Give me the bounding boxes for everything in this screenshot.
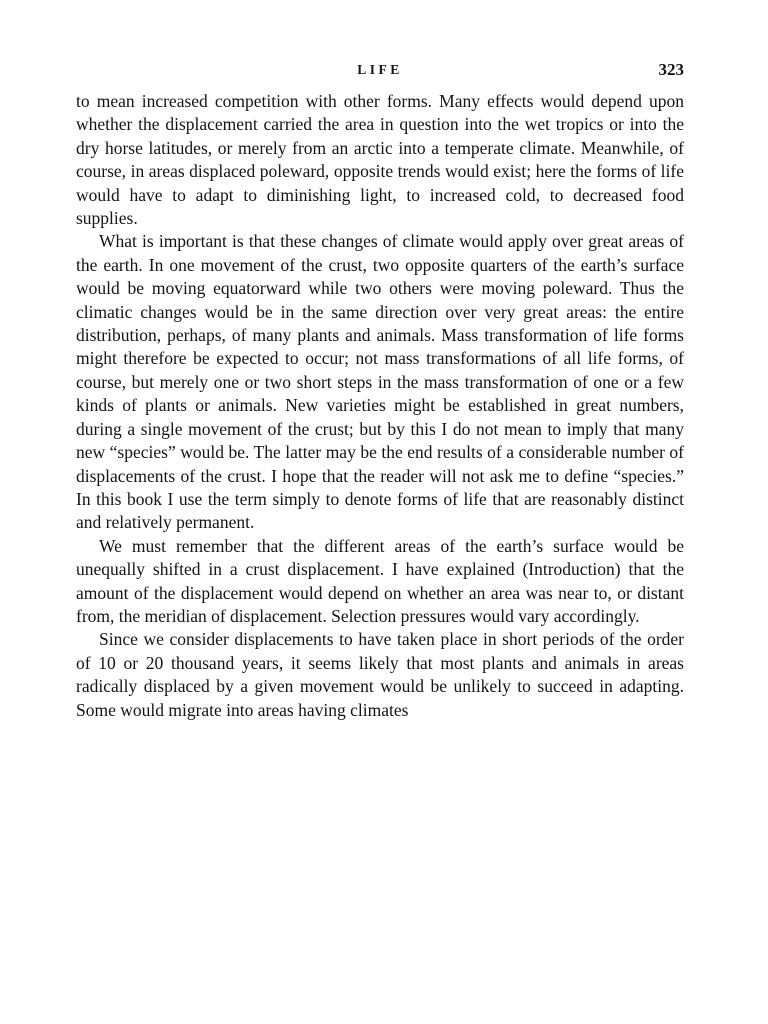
paragraph-3: We must remember that the different areas of the earth’s surface would be unequally shifted in a crust displacement. I have explained (Introduction) that the amount of the displacement would depend on whether an area was near to, or distant from, the meridian of displacement. Selection pressures would vary accordingly. bbox=[76, 535, 684, 626]
running-title: LIFE bbox=[357, 62, 403, 77]
running-header bbox=[76, 58, 684, 82]
paragraph-4: Since we consider displacements to have taken place in short periods of the order of 10 or 20 thousand years, it seems likely that most plants and animals in areas radically displaced by a given movement would be unlikely to succeed in adapting. Some would migrate into areas having climates bbox=[76, 629, 684, 720]
paragraph-1: to mean increased competition with other forms. Many effects would depend upon whether the displacement carried the area in question into the wet tropics or into the dry horse latitudes, or merely from an arctic into a temperate climate. Meanwhile, of course, in areas displaced poleward, opposite trends would exist; here the forms of life would have to adapt to diminishing light, to increased cold, to decreased food supplies. bbox=[76, 91, 684, 229]
page-number: 323 bbox=[658, 60, 684, 79]
body-text bbox=[76, 90, 684, 722]
paragraph-2: What is important is that these changes of climate would apply over great areas of the earth. In one movement of the crust, two opposite quarters of the earth’s surface would be moving equatorward while two others were moving poleward. Thus the climatic changes would be in the same direction over very great areas: the entire distribution, perhaps, of many plants and animals. Mass transformation of life forms might therefore be expected to occur; not mass transformations of all life forms, of course, but merely one or two short steps in the mass transformation of one or a few kinds of plants or animals. New varieties might be established in great numbers, during a single movement of the crust; but by this I do not mean to imply that many new “species” would be. The latter may be the end results of a considerable number of displacements of the crust. I hope that the reader will not ask me to define “species.” In this book I use the term simply to denote forms of life that are reasonably distinct and relatively permanent. bbox=[76, 231, 684, 533]
